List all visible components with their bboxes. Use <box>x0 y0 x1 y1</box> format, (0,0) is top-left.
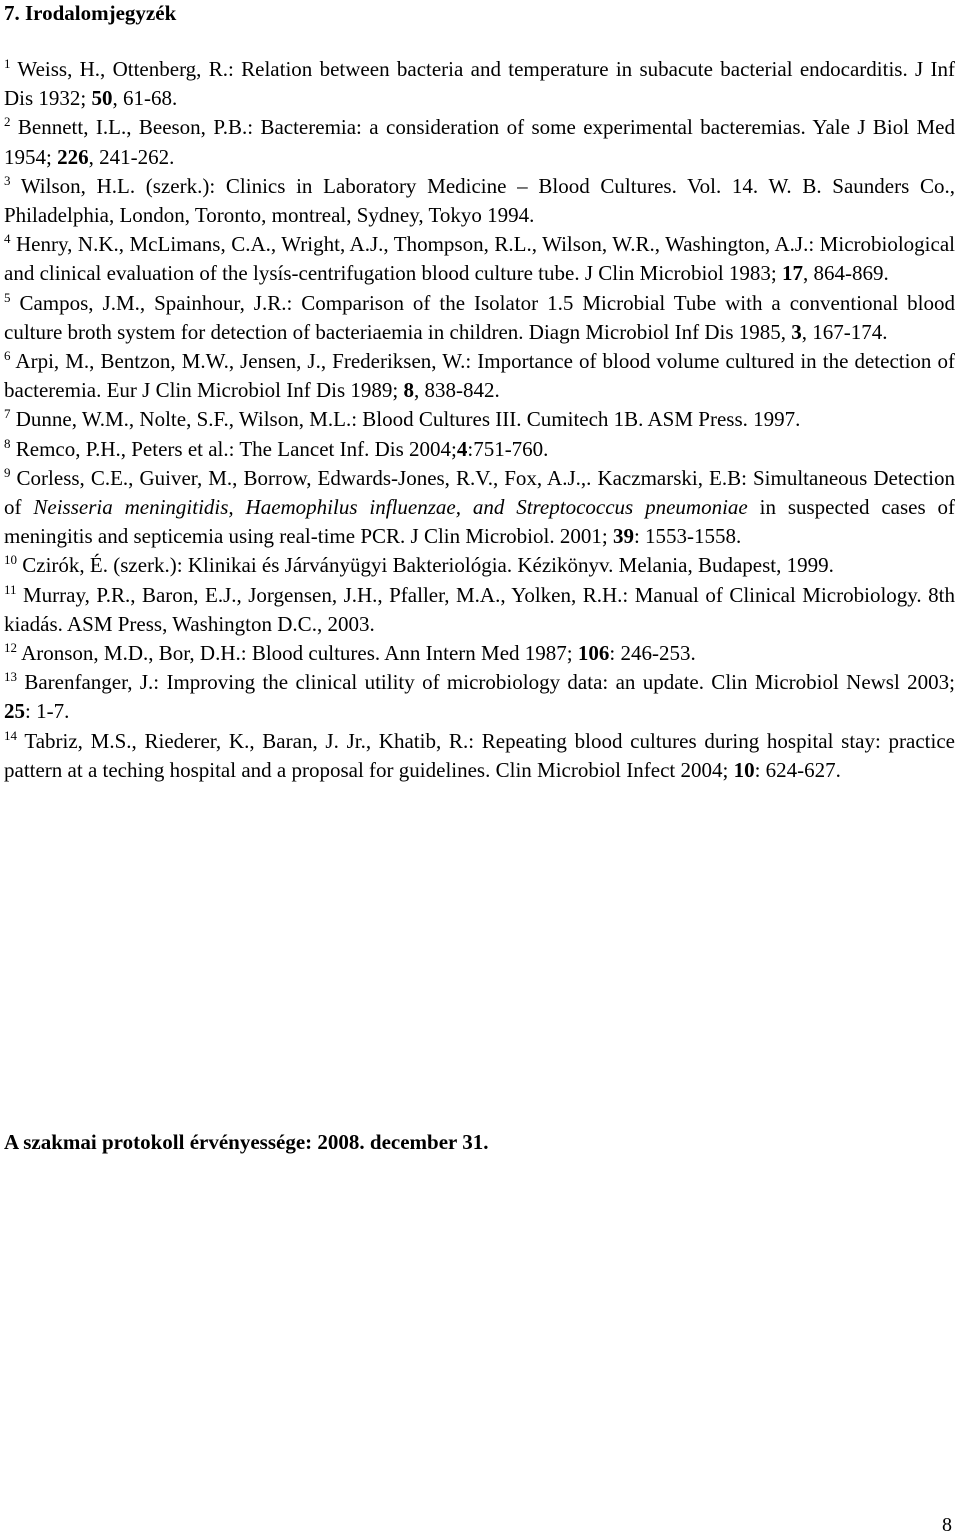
reference-text: Czirók, É. (szerk.): Klinikai és Járványügyi Bakteriológia. Kézikönyv. Melania, Budapest, 1999. <box>17 553 834 578</box>
reference-volume: 4 <box>456 436 468 461</box>
reference-text: , 838-842. <box>414 378 500 403</box>
reference-text: Arpi, M., Bentzon, M.W., Jensen, J., Frederiksen, W.: Importance of blood volume cultured in the detection of bacteremia. Eur J Clin Microbiol Inf Dis 1989; <box>4 349 955 403</box>
reference-text: Tabriz, M.S., Riederer, K., Baran, J. Jr., Khatib, R.: Repeating blood cultures during hospital stay: practice pattern at a teching hospital and a proposal for guidelines. Clin Microbiol Infect 2004; <box>4 728 955 782</box>
reference-text: Remco, P.H., Peters et al.: The Lancet Inf. Dis 2004; <box>10 436 457 461</box>
reference-volume: 3 <box>791 319 802 344</box>
reference-volume: 50 <box>91 86 113 111</box>
reference-number: 3 <box>4 172 11 188</box>
page-number: 8 <box>942 1514 952 1536</box>
reference-item <box>4 230 955 288</box>
reference-text: Corless, C.E., Guiver, M., Borrow, Edwards-Jones, R.V., Fox, A.J.,. Kaczmarski, E.B: Simultaneous Detection of <box>4 465 955 520</box>
reference-volume: 106 <box>577 641 610 666</box>
reference-text: Weiss, H., Ottenberg, R.: Relation between bacteria and temperature in subacute bacterial endocarditis. J Inf Dis 1932; <box>4 57 955 111</box>
reference-item <box>4 289 955 347</box>
reference-number: 2 <box>4 114 11 130</box>
reference-text: , 61-68. <box>112 86 178 111</box>
reference-item <box>4 435 955 464</box>
reference-text: Murray, P.R., Baron, E.J., Jorgensen, J.H., Pfaller, M.A., Yolken, R.H.: Manual of Clinical Microbiology. 8th kiadás. ASM Press, Washington D.C., 2003. <box>4 582 955 636</box>
reference-text: Wilson, H.L. (szerk.): Clinics in Laboratory Medicine – Blood Cultures. Vol. 14. W. B. Saunders Co., Philadelphia, London, Toronto, montreal, Sydney, Tokyo 1994. <box>4 173 955 228</box>
reference-volume: 17 <box>782 261 803 286</box>
reference-item <box>4 113 955 171</box>
reference-text: in suspected cases of meningitis and septicemia using real-time PCR. J Clin Microbiol. 2001; <box>4 495 956 549</box>
reference-number: 8 <box>4 435 11 451</box>
reference-number: 9 <box>4 464 11 480</box>
reference-item <box>4 551 955 580</box>
reference-number: 5 <box>4 289 11 305</box>
reference-text: : 246-253. <box>609 641 696 666</box>
reference-text: Aronson, M.D., Bor, D.H.: Blood cultures. Ann Intern Med 1987; <box>17 641 578 666</box>
reference-item <box>4 727 955 785</box>
reference-volume: 39 <box>612 524 634 549</box>
reference-text: , 864-869. <box>803 261 889 286</box>
reference-number: 6 <box>4 348 11 364</box>
reference-volume: 25 <box>4 699 25 724</box>
reference-volume: 10 <box>733 757 755 782</box>
reference-text: : 624-627. <box>754 757 841 782</box>
reference-text: Campos, J.M., Spainhour, J.R.: Comparison of the Isolator 1.5 Microbial Tube with a conventional blood culture broth system for detection of bacteriaemia in children. Diagn Microbiol Inf Dis 1985, <box>4 290 955 344</box>
reference-text: Barenfanger, J.: Improving the clinical utility of microbiology data: an update. Clin Microbiol Newsl 2003; <box>17 670 955 695</box>
reference-number: 11 <box>4 581 17 597</box>
reference-item <box>4 405 955 434</box>
reference-text: , 241-262. <box>88 144 175 169</box>
validity-note: A szakmai protokoll érvényessége: 2008. december 31. <box>4 1130 489 1154</box>
reference-item <box>4 639 955 668</box>
reference-italic-text: Neisseria meningitidis, Haemophilus influenzae, and Streptococcus pneumoniae <box>33 495 748 520</box>
reference-text: : 1-7. <box>25 699 70 724</box>
reference-list <box>4 55 955 785</box>
reference-number: 13 <box>4 669 17 685</box>
reference-number: 14 <box>4 727 17 743</box>
reference-volume: 8 <box>403 378 415 403</box>
reference-text: : 1553-1558. <box>633 524 742 549</box>
reference-text: Henry, N.K., McLimans, C.A., Wright, A.J., Thompson, R.L., Wilson, W.R., Washington, A.J.: Microbiological and clinical evaluation of the lysís-centrifugation blood culture tube. J Clin Microbiol 1983; <box>4 232 955 286</box>
reference-volume: 226 <box>57 144 89 169</box>
reference-item <box>4 55 955 113</box>
reference-text: Dunne, W.M., Nolte, S.F., Wilson, M.L.: Blood Cultures III. Cumitech 1B. ASM Press. 1997. <box>10 407 801 432</box>
reference-text: , 167-174. <box>801 319 888 344</box>
reference-number: 4 <box>4 231 11 247</box>
reference-item <box>4 581 955 639</box>
reference-item <box>4 668 955 726</box>
reference-number: 12 <box>4 640 17 656</box>
reference-item <box>4 172 955 230</box>
reference-number: 7 <box>4 406 11 422</box>
reference-item <box>4 464 955 552</box>
reference-number: 10 <box>4 552 17 568</box>
reference-text: Bennett, I.L., Beeson, P.B.: Bacteremia: a consideration of some experimental bacteremias. Yale J Biol Med 1954; <box>4 115 955 169</box>
reference-text: :751-760. <box>467 436 549 461</box>
reference-number: 1 <box>4 56 11 71</box>
reference-item <box>4 347 955 405</box>
page-title: 7. Irodalomjegyzék <box>4 1 177 25</box>
